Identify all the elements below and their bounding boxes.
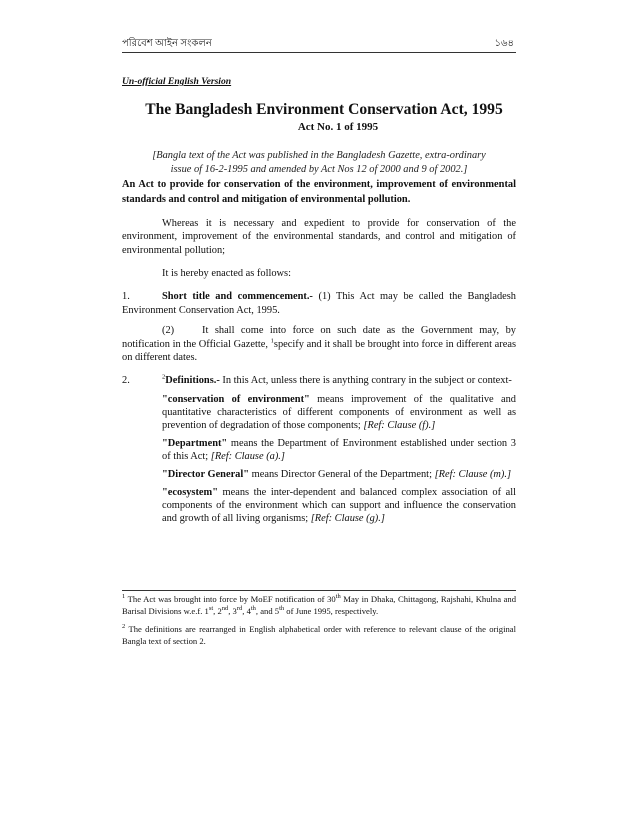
definitions-list — [162, 393, 516, 525]
footnote-1-text: , 3 — [228, 606, 237, 616]
publication-note-line-1: [Bangla text of the Act was published in the Bangladesh Gazette, extra-ordinary — [152, 149, 486, 161]
footnote-1-text: , and 5 — [255, 606, 280, 616]
preamble: Whereas it is necessary and expedient to provide for conservation of the environment, improvement of the environmental standards, and control and mitigation of environmental pollution; — [122, 217, 516, 256]
definition-ref: [Ref: Clause (m).] — [434, 468, 512, 480]
definition-text: means the Department of Environment established under section 3 of this Act; — [162, 437, 516, 462]
enacting-clause: It is hereby enacted as follows: — [162, 268, 291, 280]
act-title: The Bangladesh Environment Conservation Act, 1995 — [145, 101, 503, 119]
section-2-number: 2. — [122, 375, 130, 387]
footnote-rule — [122, 590, 516, 591]
ordinal-suffix: nd — [221, 605, 229, 613]
footnote-1-text: May in Dhaka, Chittagong, Rajshahi, Khulna and Barisal Divisions w.e.f. 1 — [122, 594, 516, 616]
definition-term: "ecosystem" — [162, 486, 218, 498]
footnote-2 — [122, 623, 516, 647]
section-2-heading: Definitions.- — [165, 375, 220, 387]
footnote-2-text: The definitions are rearranged in English alphabetical order with reference to relevant clause of the original Bangla text of section 2. — [122, 624, 516, 646]
section-1-text: (1) This Act may be called the Bangladesh Environment Conservation Act, 1995. — [122, 291, 516, 316]
ordinal-suffix: rd — [236, 605, 243, 613]
footnote-1-text: , 4 — [242, 606, 251, 616]
footnote-ref-1[interactable]: 1 — [270, 337, 274, 345]
footnote-1-mark: 1 — [122, 593, 126, 601]
section-2-text: In this Act, unless there is anything contrary in the subject or context- — [219, 375, 512, 387]
definition-ref: [Ref: Clause (a).] — [210, 450, 285, 462]
ordinal-suffix: th — [335, 593, 341, 601]
unofficial-label: Un-official English Version — [122, 76, 232, 87]
subsection-2-text-a: It shall come into force on such date as the Government may, by notification in the Official Gazette, — [122, 325, 516, 350]
definition-term: "conservation of environment" — [162, 393, 310, 405]
footnote-ref-2[interactable]: 2 — [162, 374, 166, 381]
definition-term: "Department" — [162, 437, 228, 449]
document-body — [122, 75, 516, 530]
long-title: An Act to provide for conservation of the environment, improvement of environmental standards and control and mitigation of environmental pollution. — [122, 178, 516, 205]
running-header-title: পরিবেশ আইন সংকলন — [122, 38, 212, 49]
header-rule — [122, 52, 516, 53]
footnotes — [122, 593, 516, 653]
ordinal-suffix: st — [208, 605, 214, 613]
section-1-subsection-2 — [122, 324, 516, 364]
definition-item — [162, 468, 516, 481]
footnote-1-text: The Act was brought into force by MoEF notification of 30 — [125, 594, 336, 604]
section-1-number: 1. — [122, 291, 130, 303]
publication-note — [146, 149, 492, 177]
publication-note-line-2: issue of 16-2-1995 and amended by Act Nos 12 of 2000 and 9 of 2002.] — [170, 163, 468, 175]
definition-term: "Director General" — [162, 468, 250, 480]
definition-text: means Director General of the Department; — [249, 468, 435, 480]
definition-ref: [Ref: Clause (g).] — [310, 512, 385, 524]
definition-ref: [Ref: Clause (f).] — [363, 419, 436, 431]
section-1 — [122, 290, 516, 317]
definition-text: means improvement of the qualitative and quantitative characteristics of different components of environment as well as prevention of degradation of those components; — [162, 393, 516, 431]
footnote-2-mark: 2 — [122, 623, 126, 631]
footnote-1-text: of June 1995, respectively. — [284, 606, 379, 616]
definition-item — [162, 486, 516, 525]
ordinal-suffix: th — [250, 605, 256, 613]
subsection-2-text-b: specify and it shall be brought into force in different areas on different dates. — [122, 338, 516, 364]
subsection-2-number: (2) — [162, 325, 175, 337]
definition-text: means the inter-dependent and balanced complex association of all components of the environment which can support and influence the conservation and growth of all living organisms; — [162, 486, 516, 524]
footnote-1-text: , 2 — [213, 606, 222, 616]
page-number: ১৬৪ — [494, 38, 514, 49]
definition-item — [162, 393, 516, 432]
act-number: Act No. 1 of 1995 — [297, 121, 379, 134]
definition-item — [162, 437, 516, 463]
footnote-1 — [122, 593, 516, 617]
section-2 — [122, 374, 516, 387]
ordinal-suffix: th — [279, 605, 285, 613]
section-1-heading: Short title and commencement.- — [162, 291, 313, 303]
